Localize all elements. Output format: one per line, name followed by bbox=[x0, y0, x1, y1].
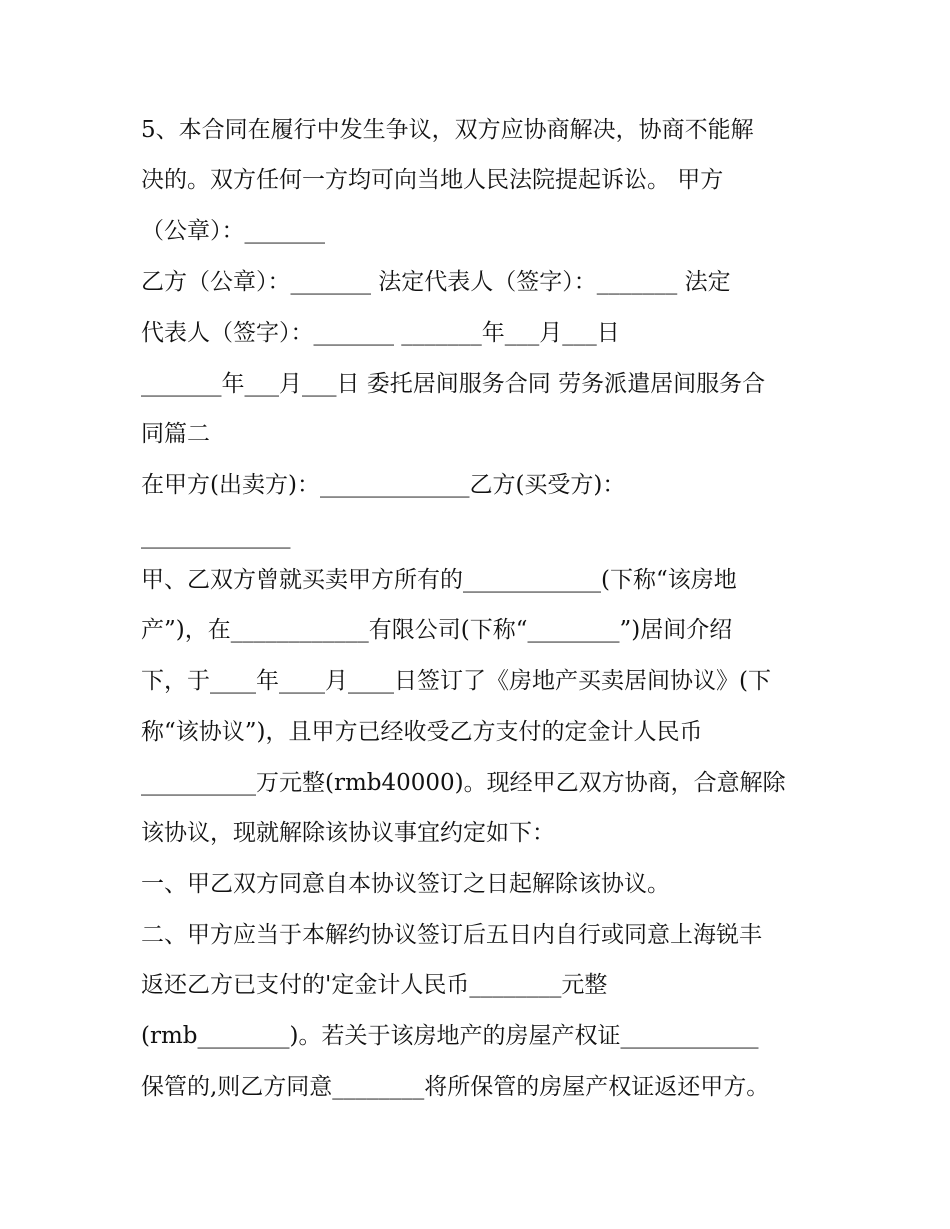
text-line: 返还乙方已支付的'定金计人民币________元整 bbox=[141, 972, 608, 998]
text-line: （公章）：_______ bbox=[141, 218, 325, 244]
text-line: 称“该协议”)，且甲方已经收受乙方支付的定金计人民币 bbox=[141, 719, 703, 745]
text-line: 在甲方(出卖方)：_____________乙方(买受方)： bbox=[141, 472, 626, 498]
text-line: __________万元整(rmb40000)。现经甲乙双方协商，合意解除 bbox=[141, 770, 786, 796]
text-line: 同篇二 bbox=[141, 421, 210, 447]
text-line: _____________ bbox=[141, 523, 291, 549]
text-line: 代表人（签字）：_______ _______年___月___日 bbox=[141, 320, 620, 346]
text-line: 乙方（公章）：_______ 法定代表人（签字）：_______ 法定 bbox=[141, 269, 731, 295]
text-line: (rmb________)。若关于该房地产的房屋产权证____________ bbox=[141, 1023, 759, 1049]
text-line: 二、甲方应当于本解约协议签订后五日内自行或同意上海锐丰 bbox=[141, 922, 762, 948]
text-line: 保管的,则乙方同意________将所保管的房屋产权证返还甲方。 bbox=[141, 1074, 770, 1100]
text-line: 产”)，在____________有限公司(下称“________”)居间介绍 bbox=[141, 617, 733, 643]
text-line: 下，于____年____月____日签订了《房地产买卖居间协议》(下 bbox=[141, 668, 771, 694]
text-line: 5、本合同在履行中发生争议，双方应协商解决，协商不能解 bbox=[141, 117, 754, 143]
text-line: 该协议，现就解除该协议事宜约定如下： bbox=[141, 820, 555, 846]
text-line: 决的。双方任何一方均可向当地人民法院提起诉讼。 甲方 bbox=[141, 167, 724, 193]
text-line: _______年___月___日 委托居间服务合同 劳务派遣居间服务合 bbox=[141, 371, 766, 397]
text-line: 一、甲乙双方同意自本协议签订之日起解除该协议。 bbox=[141, 871, 670, 897]
text-line: 甲、乙双方曾就买卖甲方所有的____________(下称“该房地 bbox=[141, 567, 737, 593]
